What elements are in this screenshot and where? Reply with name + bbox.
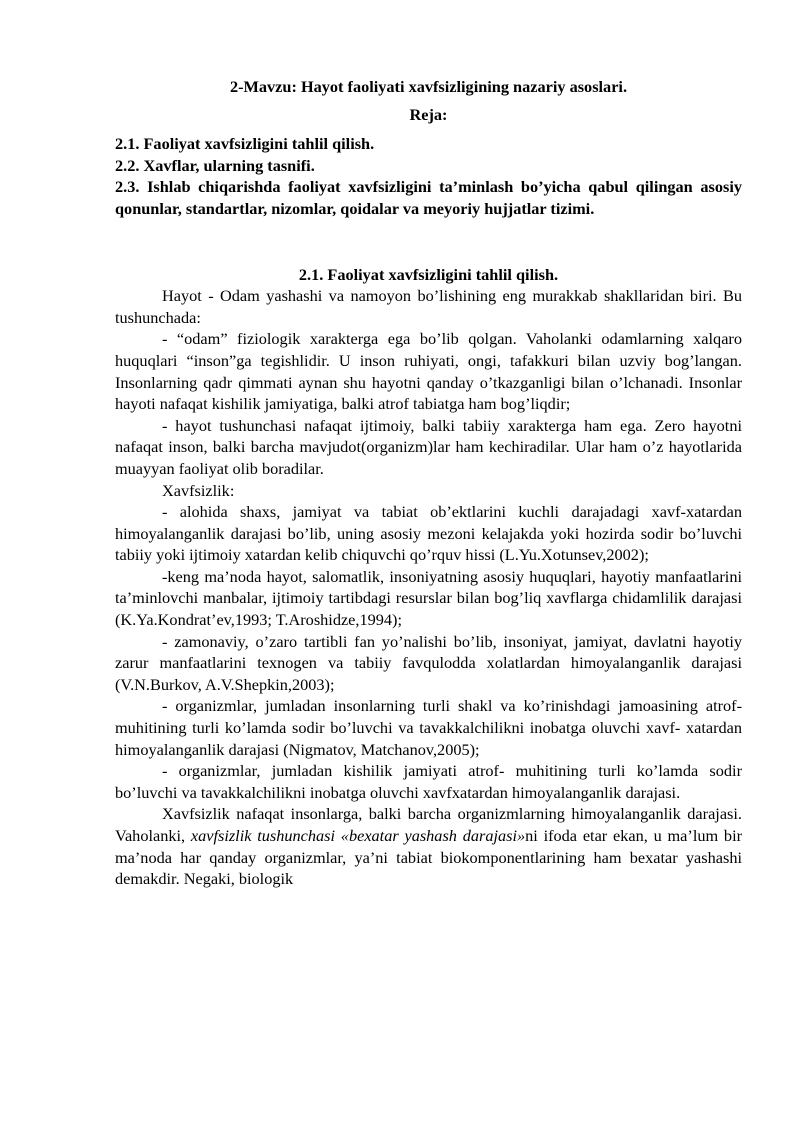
- paragraph: - organizmlar, jumladan insonlarning turli shakl va ko’rinishdagi jamoasining atrof-muhitining turli ko’lamda sodir bo’luvchi va tavakkalchilikni inobatga oluvchi xavf- xatardan himoyalanganlik darajasi (Nigmatov, Matchanov,2005);: [115, 696, 742, 759]
- plan-item: 2.2. Xavflar, ularning tasnifi.: [115, 155, 315, 175]
- paragraph-last: [115, 803, 742, 889]
- plan-item: 2.3. Ishlab chiqarishda faoliyat xavfsizligini ta’minlash bo’yicha qabul qilingan asosiy qonunlar, standartlar, nizomlar, qoidalar va meyoriy hujjatlar tizimi.: [115, 177, 742, 218]
- plan-heading: Reja:: [409, 104, 448, 124]
- paragraph-text: Xavfsizlik nafaqat insonlarga, balki barcha organizmlarning himoyalanganlik darajasi. Vaholanki,: [115, 804, 742, 845]
- paragraph: -keng ma’noda hayot, salomatlik, insoniyatning asosiy huquqlari, hayotiy manfaatlarini ta’minlovchi manbalar, ijtimoiy tartibdagi resurslar bilan bog’liq xavflarga chidamlilik darajasi (K.Ya.Kondrat’ev,1993; T.Aroshidze,1994);: [115, 566, 742, 630]
- paragraph: Hayot - Odam yashashi va namoyon bo’lishining eng murakkab shakllaridan biri. Bu tushunchada:: [115, 286, 742, 327]
- document-page: [115, 76, 742, 890]
- italic-text: xavfsizlik tushunchasi «bexatar yashash darajasi»: [190, 826, 526, 845]
- section-title: 2.1. Faoliyat xavfsizligini tahlil qilish.: [298, 264, 559, 284]
- paragraph: - alohida shaxs, jamiyat va tabiat ob’ektlarini kuchli darajadagi xavf-xatardan himoyalanganlik darajasi bo’lib, uning asosiy mezoni kelajakda yoki hozirda sodir bo’luvchi tabiiy yoki ijtimoiy xatardan kelib chiquvchi qo’rquv hissi (L.Yu.Xotunsev,2002);: [115, 502, 742, 565]
- paragraph: - hayot tushunchasi nafaqat ijtimoiy, balki tabiiy xarakterga ham ega. Zero hayotni nafaqat inson, balki barcha mavjudot(organizm)lar ham kechiradilar. Ular ham o’z hayotlarida muayyan faoliyat olib boradilar.: [115, 415, 742, 478]
- paragraph: - organizmlar, jumladan kishilik jamiyati atrof- muhitining turli ko’lamda sodir bo’luvchi va tavakkalchilikni inobatga oluvchi xavfxatardan himoyalanganlik darajasi.: [115, 761, 742, 802]
- paragraph: - zamonaviy, o’zaro tartibli fan yo’nalishi bo’lib, insoniyat, jamiyat, davlatni hayotiy zarur manfaatlarini texnogen va tabiiy favqulodda xolatlardan himoyalanganlik darajasi (V.N.Burkov, A.V.Shepkin,2003);: [115, 631, 742, 694]
- paragraph: Xavfsizlik:: [162, 480, 235, 500]
- paragraph-text: ni ifoda etar ekan, u ma’lum bir ma’noda har qanday organizmlar, ya’ni tabiat biokomponentlarining ham bexatar yashashi demakdir. Negaki, biologik: [115, 826, 743, 889]
- paragraph: - “odam” fiziologik xarakterga ega bo’lib qolgan. Vaholanki odamlarning xalqaro huquqlari “inson”ga tegishlidir. U inson ruhiyati, ongi, tafakkuri bilan uzviy bog’langan. Insonlarning qadr qimmati aynan shu hayotni qanday o’tkazganligi bilan o’lchanadi. Insonlar hayoti nafaqat kishilik jamiyatiga, balki atrof tabiatga ham bog’liqdir;: [115, 329, 742, 414]
- plan-item: 2.1. Faoliyat xavfsizligini tahlil qilish.: [115, 134, 375, 154]
- document-title: 2-Mavzu: Hayot faoliyati xavfsizligining nazariy asoslari.: [229, 77, 628, 96]
